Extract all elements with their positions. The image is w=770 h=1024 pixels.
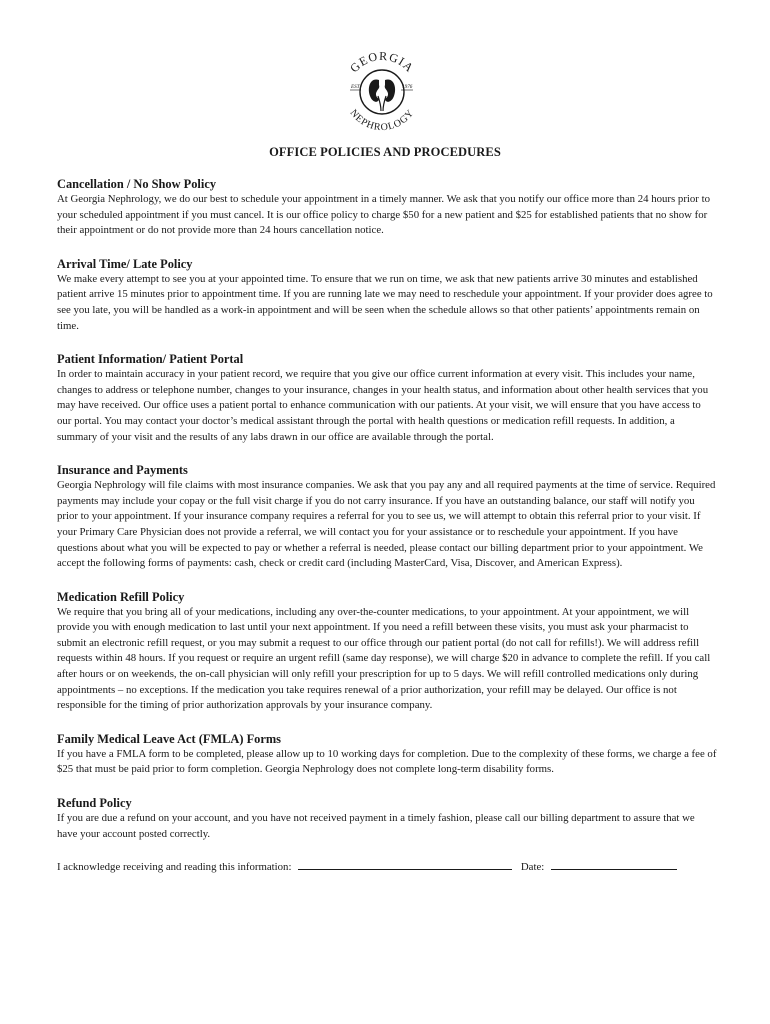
cancellation-policy-section (57, 176, 717, 239)
date-label: Date: (520, 861, 545, 874)
policy-content (57, 176, 717, 876)
section-body: In order to maintain accuracy in your patient record, we require that you give our office current information at every visit. This includes your name, changes to address or telephone number, changes to your insurance, changes in your health status, and information about other health services that you may have received. Our office uses a patient portal to enhance communication with our patients. At your visit, we will ensure that you have access to our portal. You may contact your doctor’s medical assistant through the portal with health questions or medication refill requests. In addition, a summary of your visit and the results of any labs drawn in our office are available through the portal. (57, 368, 709, 443)
arrival-time-section (57, 256, 717, 334)
section-heading: Cancellation / No Show Policy (57, 177, 217, 191)
insurance-payments-section (57, 462, 717, 572)
section-heading: Arrival Time/ Late Policy (57, 256, 193, 271)
acknowledgement-line (57, 859, 717, 876)
georgia-nephrology-logo (334, 44, 430, 140)
svg-text:GEORGIA: GEORGIA (347, 48, 417, 76)
medication-refill-section (57, 589, 717, 714)
section-body: If you have a FMLA form to be completed, please allow up to 10 working days for completion. Due to the complexity of these forms, we charge a fee of $25 that must be paid prior to form completion. Georgia Nephrology does not complete long-term disability forms. (57, 747, 717, 776)
section-heading: Insurance and Payments (57, 463, 188, 478)
date-field[interactable] (551, 859, 677, 870)
patient-portal-section (57, 351, 717, 445)
kidney-icon (334, 44, 430, 140)
section-body: If you are due a refund on your account, and you have not received payment in a timely fashion, please call our billing department to assure that we have your account posted correctly. (57, 812, 695, 840)
section-heading: Patient Information/ Patient Portal (57, 352, 244, 367)
acknowledgement-label: I acknowledge receiving and reading this information: (57, 861, 292, 874)
section-heading: Refund Policy (57, 796, 132, 811)
section-body: We require that you bring all of your medications, including any over-the-counter medications, to your appointment. At your appointment, we will provide you with enough medication to last until your next appointment. If you need a refill between these visits, you must ask your pharmacist to submit an electronic refill request, or you may submit a request to our office through our patient portal (do not call for refills!). We will address refill requests within 48 hours. If you request or require an urgent refill (same day response), we will charge $20 in advance to complete the refill. If you call after hours or on weekends, the on-call physician will only refill your prescription for up to 5 days. We will refill controlled medications only during appointments – no exceptions. If the medication you take requires renewal of a prior authorization, your refill may be delayed. Our office is not responsible for the timing of prior authorization approvals by your insurance company. (57, 605, 711, 712)
svg-text:EST: EST (351, 84, 360, 90)
document-title: OFFICE POLICIES AND PROCEDURES (269, 145, 501, 159)
signature-field[interactable] (298, 859, 512, 870)
svg-text:NEPHROLOGY: NEPHROLOGY (347, 107, 417, 134)
refund-policy-section (57, 795, 717, 842)
section-body: We make every attempt to see you at your appointed time. To ensure that we run on time, we ask that new patients arrive 30 minutes and established patient arrive 15 minutes prior to appointment time. If you are running late we may need to reschedule your appointment. If your provider does agree to see you late, you will be handled as a work-in appointment and will be seen when the schedule allows so that other patients’ appointments remain on time. (57, 272, 713, 332)
svg-text:1976: 1976 (402, 84, 413, 90)
section-body: At Georgia Nephrology, we do our best to schedule your appointment in a timely manner. We ask that you notify our office more than 24 hours prior to your scheduled appointment if you must cancel. It is our office policy to charge $50 for a new patient and $25 for established patients that no show for their appointment or do not provide more than 24 hours cancellation notice. (57, 193, 710, 237)
section-heading: Medication Refill Policy (57, 589, 185, 604)
section-heading: Family Medical Leave Act (FMLA) Forms (57, 731, 281, 746)
section-body: Georgia Nephrology will file claims with most insurance companies. We ask that you pay any and all required payments at the time of service. Required payments may include your copay or the full visit charge if you do not carry insurance. If you have an outstanding balance, our staff will notify you prior to your appointment. If your insurance company requires a referral for you to see us, we will attempt to obtain this referral prior to your visit. If your Primary Care Physician does not provide a referral, we will contact you for your assistance or to reschedule your appointment. If you have questions about what you will be expected to pay or whether a referral is needed, please contact our billing department prior to your appointment. We accept the following forms of payments: cash, check or credit card (including MasterCard, Visa, Discover, and American Express). (57, 479, 716, 570)
fmla-forms-section (57, 731, 717, 778)
